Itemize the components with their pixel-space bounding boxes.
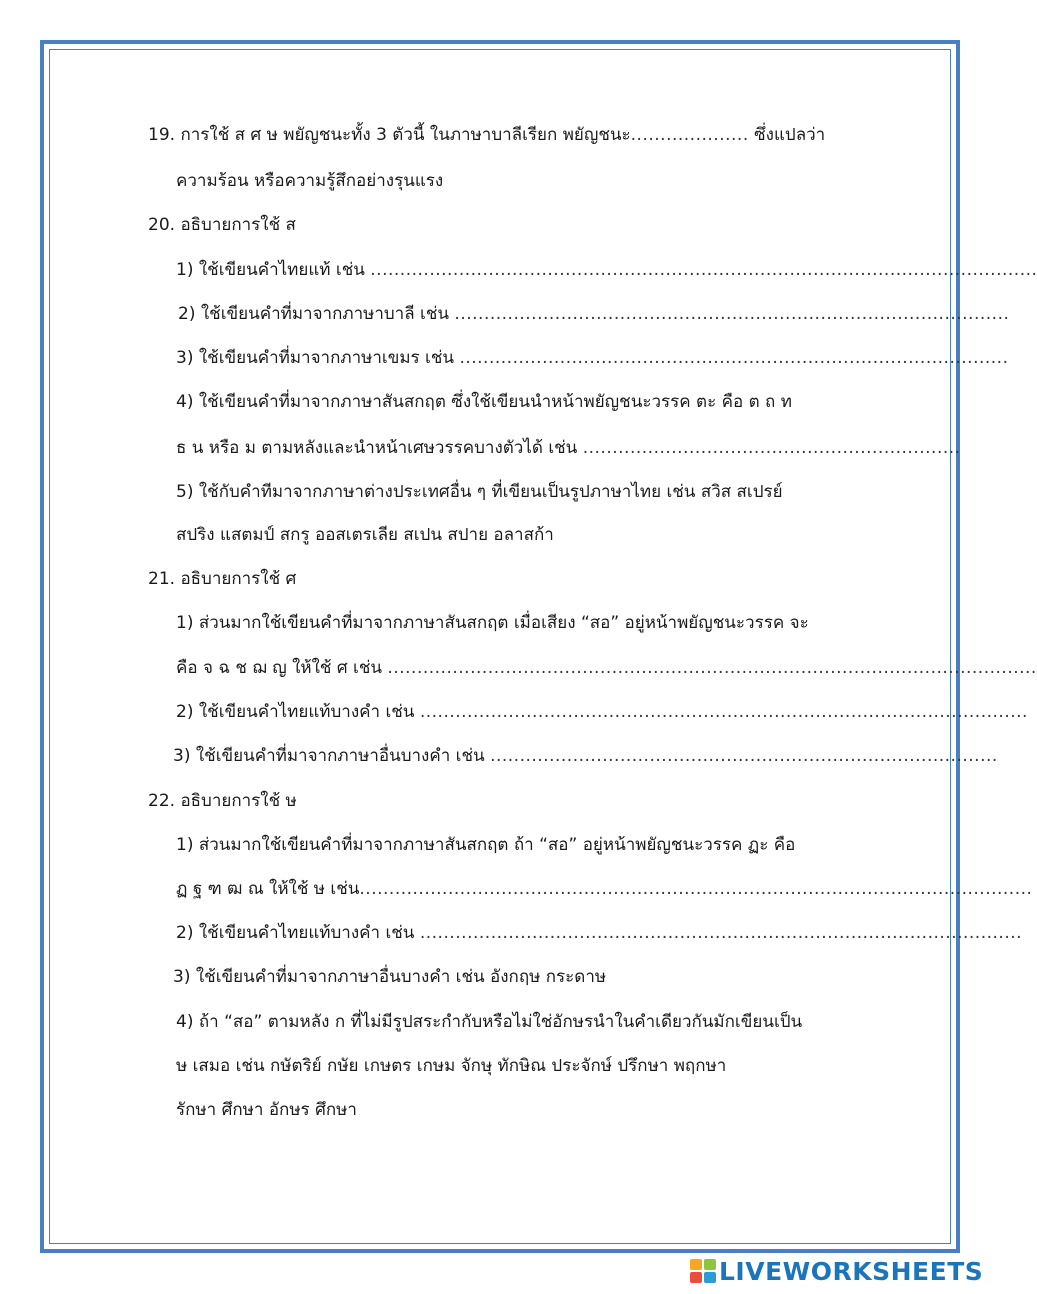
liveworksheets-logo-icon: [690, 1259, 716, 1283]
q20-item-5-cont: สปริง แสตมป์ สกรู ออสเตรเลีย สเปน สปาย อลาสก้า: [176, 525, 554, 545]
q19-line-2: ความร้อน หรือความรู้สึกอย่างรุนแรง: [176, 171, 444, 191]
q22-item-2-blank[interactable]: ......................................................................................................: [419, 923, 1023, 943]
q20-item-3-blank[interactable]: .............................................................................................: [459, 348, 1009, 368]
q22-item-3: 3) ใช้เขียนคำที่มาจากภาษาอื่นบางคำ เช่น อังกฤษ กระดาษ: [173, 967, 607, 987]
q21-title: 21. อธิบายการใช้ ศ: [148, 569, 297, 589]
q20-item-3: 3) ใช้เขียนคำที่มาจากภาษาเขมร เช่น .............................................................................................: [176, 348, 1009, 368]
q22-item-2: 2) ใช้เขียนคำไทยแท้บางคำ เช่น ......................................................................................................: [176, 923, 1023, 943]
q21-item-1-cont: คือ จ ฉ ช ฌ ญ ให้ใช้ ศ เช่น ..............................................................................................................: [176, 658, 1037, 678]
q22-item-1: 1) ส่วนมากใช้เขียนคำที่มาจากภาษาสันสกฤต ถ้า “สอ” อยู่หน้าพยัญชนะวรรค ฏะ คือ: [176, 835, 796, 855]
q22-item-1-cont: ฏ ฐ ฑ ฒ ณ ให้ใช้ ษ เช่น..................................................................................................................: [176, 879, 1033, 899]
q21-item-1-blank[interactable]: ..............................................................................................................: [387, 658, 1037, 678]
q22-item-1-blank[interactable]: ..................................................................................................................: [359, 879, 1033, 899]
q22-item-4: 4) ถ้า “สอ” ตามหลัง ก ที่ไม่มีรูปสระกำกับหรือไม่ใช่อักษรนำในคำเดียวกันมักเขียนเป็น: [176, 1012, 803, 1032]
q21-item-2: 2) ใช้เขียนคำไทยแท้บางคำ เช่น .......................................................................................................: [176, 702, 1028, 722]
q21-item-2-blank[interactable]: .......................................................................................................: [419, 702, 1028, 722]
q20-item-1: 1) ใช้เขียนคำไทยแท้ เช่น .................................................................................................................: [176, 260, 1037, 280]
q19-line-1: [148, 123, 825, 147]
q20-item-4-cont: ธ น หรือ ม ตามหลังและนำหน้าเศษวรรคบางตัวได้ เช่น ................................................................: [176, 438, 961, 458]
q20-item-2: 2) ใช้เขียนคำที่มาจากภาษาบาลี เช่น ..............................................................................................: [178, 304, 1010, 324]
q20-item-4: 4) ใช้เขียนคำที่มาจากภาษาสันสกฤต ซึ่งใช้เขียนนำหน้าพยัญชนะวรรค ตะ คือ ต ถ ท: [176, 392, 792, 412]
q19-text: 19. การใช้ ส ศ ษ พยัญชนะทั้ง 3 ตัวนี้ ในภาษาบาลีเรียก พยัญชนะ: [148, 125, 631, 145]
q22-item-4-cont: ษ เสมอ เช่น กษัตริย์ กษัย เกษตร เกษม จักษุ ทักษิณ ประจักษ์ ปรึกษา พฤกษา: [176, 1056, 727, 1076]
q20-item-1-blank[interactable]: .................................................................................................................: [370, 260, 1037, 280]
liveworksheets-logo-text: LIVEWORKSHEETS: [719, 1256, 984, 1286]
q21-item-3: 3) ใช้เขียนคำที่มาจากภาษาอื่นบางคำ เช่น ......................................................................................: [173, 746, 998, 766]
q20-item-4-blank[interactable]: ................................................................: [582, 438, 961, 458]
q20-item-2-blank[interactable]: ..............................................................................................: [454, 304, 1010, 324]
q21-item-3-blank[interactable]: ......................................................................................: [490, 746, 998, 766]
liveworksheets-logo[interactable]: [690, 1256, 983, 1286]
q19-text-end: ซึ่งแปลว่า: [748, 125, 826, 145]
q22-title: 22. อธิบายการใช้ ษ: [148, 791, 297, 811]
q22-item-4-cont-2: รักษา ศึกษา อักษร ศึกษา: [176, 1100, 357, 1120]
q21-item-1: 1) ส่วนมากใช้เขียนคำที่มาจากภาษาสันสกฤต เมื่อเสียง “สอ” อยู่หน้าพยัญชนะวรรค จะ: [176, 613, 809, 633]
q19-answer-blank[interactable]: ....................: [630, 125, 749, 145]
q20-title: 20. อธิบายการใช้ ส: [148, 215, 296, 235]
q20-item-5: 5) ใช้กับคำทีมาจากภาษาต่างประเทศอื่น ๆ ที่เขียนเป็นรูปภาษาไทย เช่น สวิส สเปรย์: [176, 482, 783, 502]
